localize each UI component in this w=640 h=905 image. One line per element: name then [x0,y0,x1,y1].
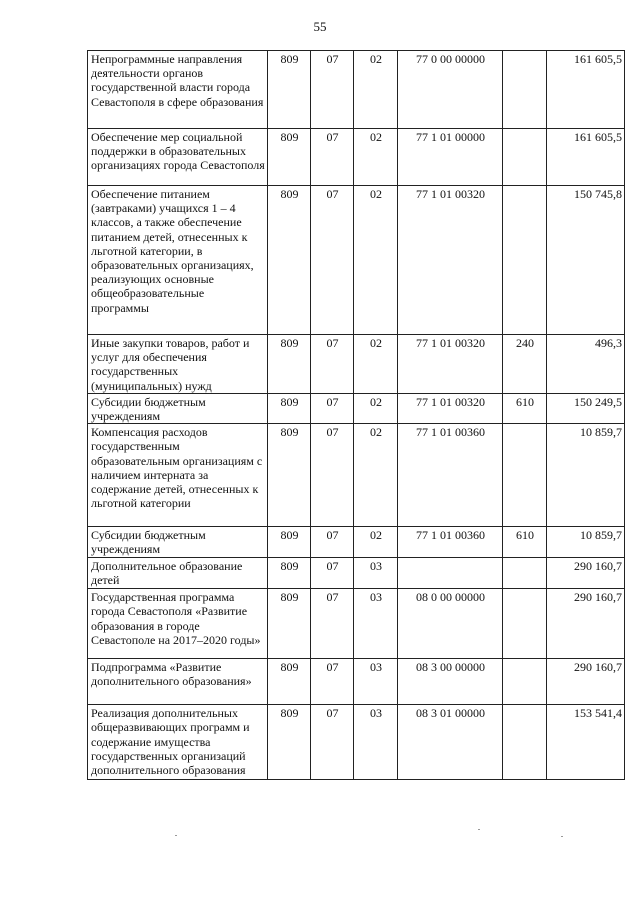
row-amount: 290 160,7 [547,558,625,589]
row-name: Государственная программа города Севастополя «Развитие образования в городе Севастополе на 2017–2020 годы» [88,589,268,659]
table-row [88,659,625,705]
row-subsection-code: 03 [354,705,398,780]
row-section-code: 07 [311,51,354,129]
row-section-code: 07 [311,705,354,780]
row-ved-code: 809 [268,705,311,780]
row-expense-type [503,51,547,129]
row-subsection-code: 02 [354,51,398,129]
row-expense-type [503,589,547,659]
row-expense-type [503,186,547,335]
row-target-article: 08 0 00 00000 [398,589,503,659]
row-name: Непрограммные направления деятельности органов государственной власти города Севастополя в сфере образования [88,51,268,129]
row-target-article: 77 1 01 00360 [398,424,503,527]
row-section-code: 07 [311,659,354,705]
scan-speck [561,836,563,837]
row-section-code: 07 [311,393,354,423]
row-target-article: 77 1 01 00320 [398,186,503,335]
row-target-article: 77 0 00 00000 [398,51,503,129]
scan-speck [175,835,177,836]
row-subsection-code: 02 [354,527,398,558]
row-amount: 290 160,7 [547,659,625,705]
row-amount: 150 249,5 [547,393,625,423]
row-subsection-code: 03 [354,558,398,589]
row-expense-type: 610 [503,527,547,558]
row-name: Обеспечение мер социальной поддержки в образовательных организациях города Севастополя [88,129,268,186]
row-target-article: 77 1 01 00320 [398,393,503,423]
row-subsection-code: 03 [354,659,398,705]
row-target-article: 08 3 00 00000 [398,659,503,705]
row-target-article: 08 3 01 00000 [398,705,503,780]
row-ved-code: 809 [268,659,311,705]
row-ved-code: 809 [268,589,311,659]
row-subsection-code: 02 [354,393,398,423]
row-amount: 496,3 [547,335,625,394]
row-ved-code: 809 [268,51,311,129]
row-subsection-code: 02 [354,424,398,527]
row-name: Обеспечение питанием (завтраками) учащихся 1 – 4 классов, а также обеспечение питанием детей, отнесенных к льготной категории, в образовательных организациях, реализующих основные общеобразовательные программы [88,186,268,335]
table-row [88,393,625,423]
row-name: Компенсация расходов государственным образовательным организациям с наличием интерната за содержание детей, отнесенных к льготной категории [88,424,268,527]
row-subsection-code: 02 [354,335,398,394]
row-section-code: 07 [311,527,354,558]
table-row [88,51,625,129]
row-expense-type [503,424,547,527]
row-expense-type: 240 [503,335,547,394]
budget-table [87,50,625,780]
row-ved-code: 809 [268,424,311,527]
table-row [88,589,625,659]
table-row [88,129,625,186]
row-ved-code: 809 [268,335,311,394]
table-row [88,335,625,394]
row-target-article: 77 1 01 00000 [398,129,503,186]
row-subsection-code: 02 [354,129,398,186]
page-number: 55 [313,19,327,34]
row-name: Подпрограмма «Развитие дополнительного образования» [88,659,268,705]
table-row [88,186,625,335]
row-ved-code: 809 [268,527,311,558]
row-amount: 150 745,8 [547,186,625,335]
row-section-code: 07 [311,335,354,394]
row-section-code: 07 [311,558,354,589]
row-name: Иные закупки товаров, работ и услуг для обеспечения государственных (муниципальных) нужд [88,335,268,394]
row-name: Реализация дополнительных общеразвивающих программ и содержание имущества государственных организаций дополнительного образования [88,705,268,780]
row-section-code: 07 [311,589,354,659]
row-expense-type [503,558,547,589]
row-amount: 161 605,5 [547,51,625,129]
row-ved-code: 809 [268,558,311,589]
table-row [88,424,625,527]
scan-speck [478,829,480,830]
table-row [88,558,625,589]
row-section-code: 07 [311,186,354,335]
row-target-article [398,558,503,589]
table-row [88,705,625,780]
row-name: Субсидии бюджетным учреждениям [88,527,268,558]
row-amount: 161 605,5 [547,129,625,186]
row-target-article: 77 1 01 00320 [398,335,503,394]
row-ved-code: 809 [268,129,311,186]
row-section-code: 07 [311,129,354,186]
row-target-article: 77 1 01 00360 [398,527,503,558]
row-section-code: 07 [311,424,354,527]
row-ved-code: 809 [268,186,311,335]
row-expense-type [503,129,547,186]
row-expense-type: 610 [503,393,547,423]
row-name: Дополнительное образование детей [88,558,268,589]
row-name: Субсидии бюджетным учреждениям [88,393,268,423]
row-subsection-code: 03 [354,589,398,659]
row-amount: 153 541,4 [547,705,625,780]
table-row [88,527,625,558]
row-expense-type [503,705,547,780]
row-amount: 10 859,7 [547,424,625,527]
row-amount: 290 160,7 [547,589,625,659]
row-expense-type [503,659,547,705]
row-subsection-code: 02 [354,186,398,335]
row-amount: 10 859,7 [547,527,625,558]
row-ved-code: 809 [268,393,311,423]
